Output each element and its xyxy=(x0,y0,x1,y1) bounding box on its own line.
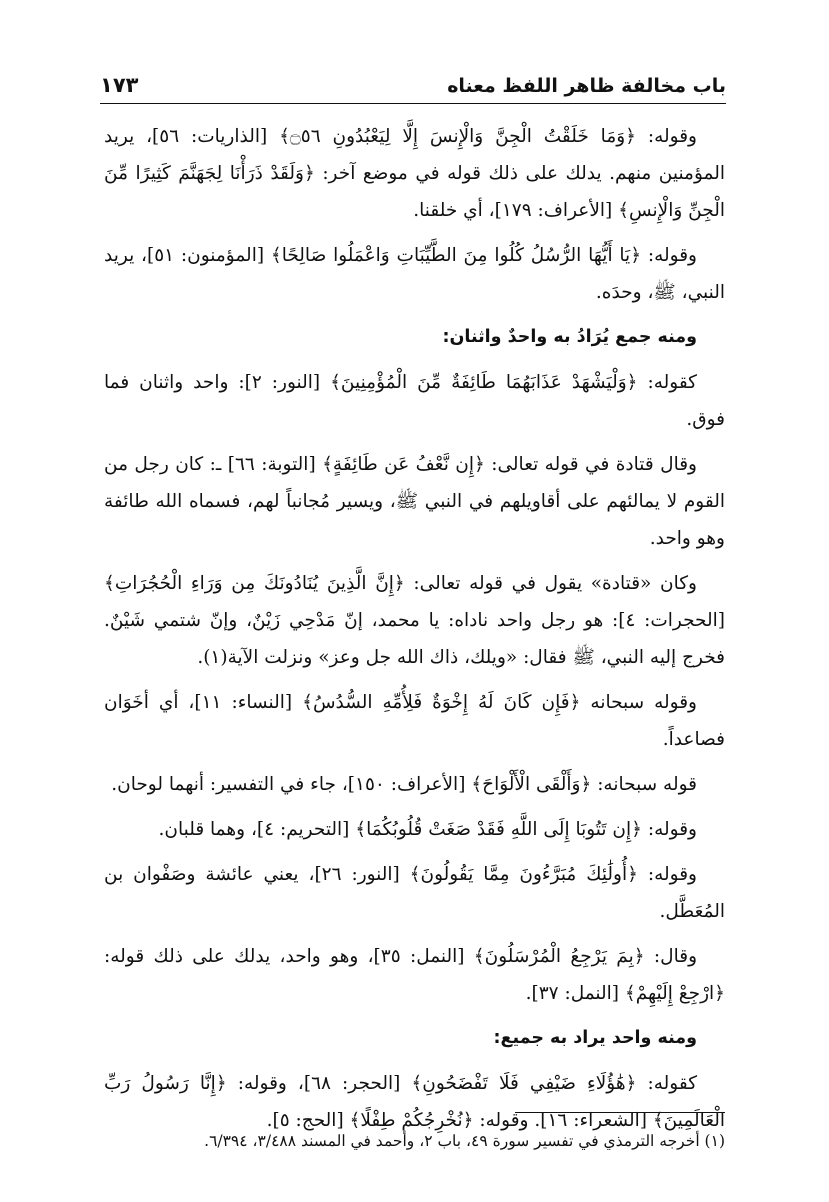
paragraph: قوله سبحانه: ﴿وَأَلْقَى الْأَلْوَاحَ﴾ [الأعراف: ١٥٠]، جاء في التفسير: أنهما لوحان. xyxy=(111,774,697,795)
paragraph: وقال: ﴿بِمَ يَرْجِعُ الْمُرْسَلُونَ﴾ [النمل: ٣٥]، وهو واحد، يدلك على ذلك قوله: ﴿ارْجِعْ إِلَيْهِمْ﴾ [النمل: ٣٧]. xyxy=(104,946,725,1004)
section-heading: ومنه واحد يراد به جميع: xyxy=(493,1028,697,1048)
paragraph: كقوله: ﴿وَلْيَشْهَدْ عَذَابَهُمَا طَائِفَةٌ مِّنَ الْمُؤْمِنِينَ﴾ [النور: ٢]: واحد واثنان فما فوق. xyxy=(104,372,725,430)
paragraph: وقال قتادة في قوله تعالى: ﴿إِن نَّعْفُ عَن طَائِفَةٍ﴾ [التوبة: ٦٦] ـ: كان رجل من القوم لا يمالئهم على أقاويلهم في النبي ﷺ، ويسير مُجانباً لهم، فسماه الله طائفة وهو واحد. xyxy=(104,454,725,549)
running-title: باب مخالفة ظاهر اللفظ معناه xyxy=(447,75,726,97)
footnote-divider xyxy=(515,1112,725,1113)
page-header xyxy=(100,58,726,104)
paragraph: وكان «قتادة» يقول في قوله تعالى: ﴿إِنَّ الَّذِينَ يُنَادُونَكَ مِن وَرَاءِ الْحُجُرَاتِ﴾ [الحجرات: ٤]: هو رجل واحد ناداه: يا محمد، إنّ مَدْحِي زَيْنٌ، وإنّ شتمي شَيْنٌ. فخرج إليه النبي، ﷺ فقال: «ويلك، ذاك الله جل وعز» ونزلت الآية(١). xyxy=(104,573,725,668)
paragraph: وقوله: ﴿أُولَٰئِكَ مُبَرَّءُونَ مِمَّا يَقُولُونَ﴾ [النور: ٢٦]، يعني عائشة وصَفْوان بن المُعَطَّل. xyxy=(104,864,725,922)
section-heading: ومنه جمع يُرَادُ به واحدٌ واثنان: xyxy=(442,327,697,347)
paragraph: وقوله: ﴿إِن تَتُوبَا إِلَى اللَّهِ فَقَدْ صَغَتْ قُلُوبُكُمَا﴾ [التحريم: ٤]، وهما قلبان. xyxy=(158,819,697,840)
paragraph: وقوله: ﴿يَا أَيُّهَا الرُّسُلُ كُلُوا مِنَ الطَّيِّبَاتِ وَاعْمَلُوا صَالِحًا﴾ [المؤمنون: ٥١]، يريد النبي، ﷺ، وحدَه. xyxy=(104,245,725,303)
footnote: (١) أخرجه الترمذي في تفسير سورة ٤٩، باب ٢، وأحمد في المسند ٣/٤٨٨، ٦/٣٩٤. xyxy=(204,1132,725,1150)
main-text xyxy=(104,118,725,1147)
paragraph: وقوله: ﴿وَمَا خَلَقْتُ الْجِنَّ وَالْإِنسَ إِلَّا لِيَعْبُدُونِ ۝٥٦﴾ [الذاريات: ٥٦]، يريد المؤمنين منهم. يدلك على ذلك قوله في موضع آخر: ﴿وَلَقَدْ ذَرَأْنَا لِجَهَنَّمَ كَثِيرًا مِّنَ الْجِنِّ وَالْإِنسِ﴾ [الأعراف: ١٧٩]، أي خلقنا. xyxy=(104,126,725,221)
paragraph: وقوله سبحانه ﴿فَإِن كَانَ لَهُ إِخْوَةٌ فَلِأُمِّهِ السُّدُسُ﴾ [النساء: ١١]، أي أخَوَان فصاعداً. xyxy=(104,692,725,750)
page-number: ١٧٣ xyxy=(100,73,139,97)
paragraph: كقوله: ﴿هَٰؤُلَاءِ ضَيْفِي فَلَا تَفْضَحُونِ﴾ [الحجر: ٦٨]، وقوله: ﴿إِنَّا رَسُولُ رَبِّ الْعَالَمِينَ﴾ [الشعراء: ١٦]. وقوله: ﴿نُخْرِجُكُمْ طِفْلًا﴾ [الحج: ٥]. xyxy=(104,1073,725,1131)
